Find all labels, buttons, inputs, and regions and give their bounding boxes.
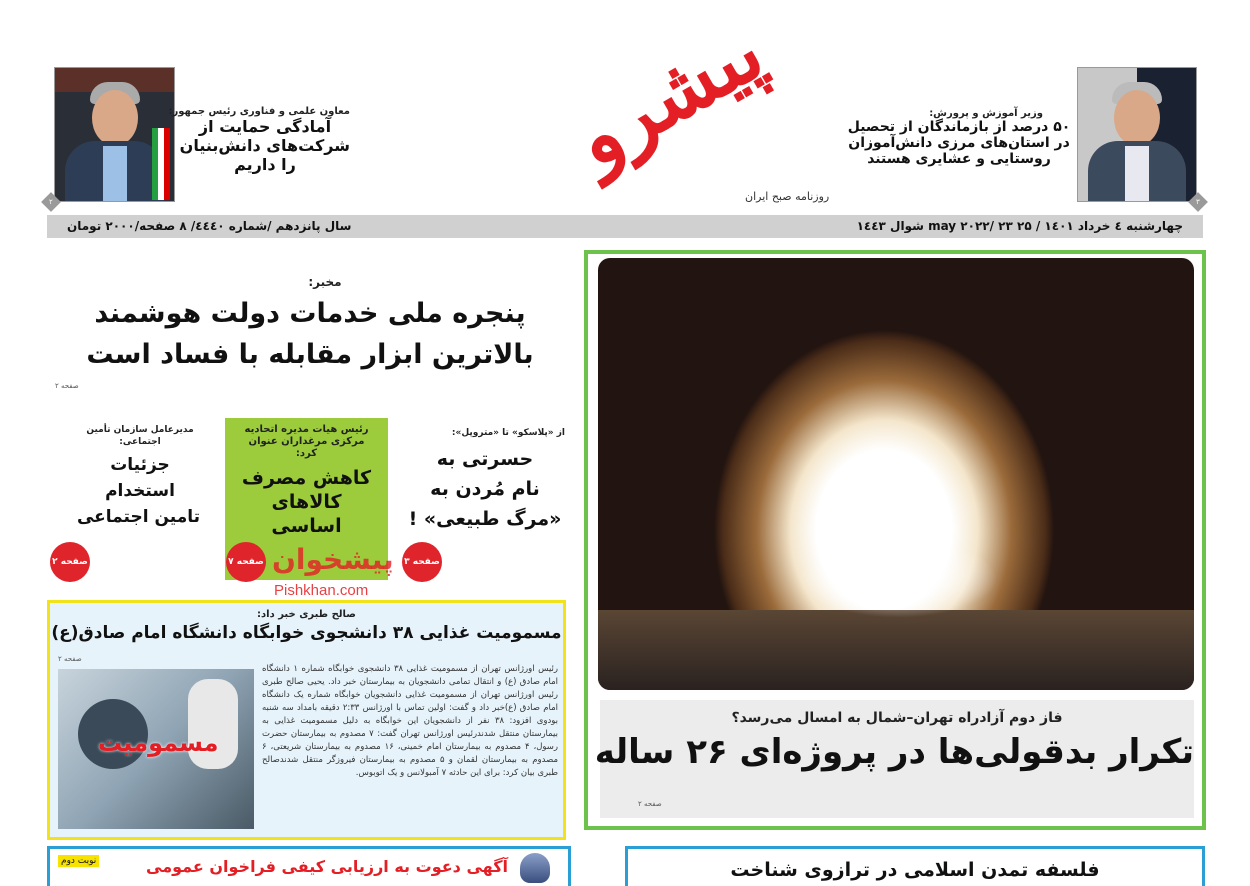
headline: تکرار بدقولی‌ها در پروژه‌ای ۲۶ ساله bbox=[594, 732, 1194, 772]
kicker: مخبر: bbox=[308, 275, 342, 289]
page-ref: صفحه ۲ bbox=[638, 800, 662, 808]
top-left-teaser[interactable] bbox=[168, 106, 350, 174]
kicker: مدیرعامل سازمان تأمین اجتماعی: bbox=[86, 425, 194, 447]
page-badge[interactable]: صفحه ۲ bbox=[50, 542, 90, 582]
kicker: از «پلاسکو» تا «متروپل»: bbox=[451, 428, 565, 438]
poisoning-photo bbox=[58, 669, 254, 829]
flag bbox=[152, 128, 170, 200]
ad-box[interactable] bbox=[47, 846, 571, 886]
top-right-teaser[interactable] bbox=[845, 108, 1073, 167]
page-badge: ۲ bbox=[41, 192, 61, 212]
headline-line: ۵۰ درصد از بازماندگان از تحصیل bbox=[847, 119, 1071, 135]
emblem-icon bbox=[520, 853, 550, 883]
headline-line: جزئیات bbox=[110, 455, 170, 475]
kicker: فاز دوم آزادراه تهران–شمال به امسال می‌رسد؟ bbox=[731, 710, 1063, 726]
tunnel-photo bbox=[598, 258, 1194, 690]
headline-line: کالاهای bbox=[271, 491, 342, 513]
logo-text: پیشرو bbox=[557, 4, 779, 186]
main-story[interactable] bbox=[584, 250, 1206, 830]
portrait-photo-left bbox=[54, 67, 175, 202]
headline-line: آمادگی حمایت از bbox=[198, 117, 332, 136]
ad-tag: نوبت دوم bbox=[58, 855, 99, 867]
masthead-logo[interactable] bbox=[530, 0, 830, 210]
feature-title: فلسفه تمدن اسلامی در ترازوی شناخت bbox=[730, 859, 1100, 881]
date-bar bbox=[47, 215, 1203, 238]
feature-box[interactable] bbox=[625, 846, 1205, 886]
article-body: رئیس اورژانس تهران از مسمومیت غذایی ۳۸ دانشجوی خوابگاه شماره ۱ دانشگاه امام صادق (ع) و انتقال تمامی دانشجویان به بیمارستان خبر داد. یحیی صالح طبری رئیس اورژانس تهران از مسمومیت غذایی دانشجویان خوابگاه شماره یک دانشگاه امام صادق (ع)خبر داد و گفت: اولین تماس با اورژانس ۲:۳۳ دقیقه بامداد سه شنبه بودوی افزود: ۳۸ نفر از دانشجویان این خوابگاه به دلیل مسمومیت غذایی به بیمارستان منتقل شدندرئیس اورژانس تهران گفت: ۷ مصدوم به بیمارستان حضرت رسول، ۴ مصدوم به بیمارستان امام خمینی، ۱۶ مصدوم به بیمارستان شریعتی، ۶ مصدوم به بیمارستان لقمان و ۵ مصدوم به بیمارستان فیروزگر منتقل شدندصالح طبری بیان کرد: برای این حادثه ۷ آمبولانس و یک اتوبوس. bbox=[262, 664, 559, 778]
headline-line: پنجره ملی خدمات دولت هوشمند bbox=[94, 298, 526, 329]
headline-line: شرکت‌های دانش‌بنیان bbox=[179, 136, 350, 155]
page-badge[interactable]: صفحه ۷ bbox=[226, 542, 266, 582]
page-badge: ۳ bbox=[1188, 192, 1208, 212]
kicker: وزیر آموزش و پرورش: bbox=[929, 108, 1043, 119]
headline-line: روستایی و عشایری هستند bbox=[867, 151, 1051, 167]
portrait-photo-right bbox=[1077, 67, 1197, 202]
date-text: چهارشنبه ٤ خرداد ۱٤۰۱ / ۲۵ may ۲۰۲۲/ ۲۳ شوال ۱٤٤۳ bbox=[856, 219, 1183, 233]
kicker: رئیس هیات مدیره اتحادیه مرکزی مرغداران عنوان کرد: bbox=[244, 424, 369, 459]
kicker: صالح طبری خبر داد: bbox=[257, 609, 356, 620]
page-ref: صفحه ۲ bbox=[55, 382, 79, 390]
watermark-text: پیشخوان bbox=[272, 543, 394, 576]
headline-line: کاهش مصرف bbox=[241, 467, 372, 489]
issue-info: سال پانزدهم /شماره ٤٤٤۰/ ۸ صفحه/۲۰۰۰ تومان bbox=[67, 219, 352, 233]
lead-story-left[interactable] bbox=[60, 275, 560, 375]
headline-line: را داریم bbox=[234, 155, 296, 174]
main-caption bbox=[594, 700, 1194, 818]
watermark-url: Pishkhan.com bbox=[274, 582, 369, 599]
headline-line: اساسی bbox=[271, 515, 342, 537]
poisoning-story[interactable] bbox=[47, 600, 566, 840]
logo-tagline: روزنامه صبح ایران bbox=[745, 190, 830, 203]
kicker: معاون علمی و فناوری رئیس جمهور: bbox=[168, 106, 350, 117]
teaser-social-security[interactable] bbox=[76, 424, 200, 530]
headline-line: تامین اجتماعی bbox=[76, 507, 200, 527]
headline-line: بالاترین ابزار مقابله با فساد است bbox=[86, 339, 534, 370]
headline-line: در استان‌های مرزی دانش‌آموزان bbox=[848, 135, 1070, 151]
headline: مسمومیت غذایی ۳۸ دانشجوی خوابگاه دانشگاه امام صادق(ع) bbox=[51, 623, 562, 643]
headline-line: «مرگ طبیعی» ! bbox=[408, 508, 562, 530]
page-badge[interactable]: صفحه ۳ bbox=[402, 542, 442, 582]
headline-line: نام مُردن به bbox=[430, 478, 540, 500]
ad-title: آگهی دعوت به ارزیابی کیفی فراخوان عمومی bbox=[146, 857, 508, 876]
image-label: مسمومیت bbox=[98, 729, 219, 757]
headline-line: حسرتی به bbox=[436, 448, 534, 470]
headline-line: استخدام bbox=[105, 481, 175, 501]
teaser-plasco[interactable] bbox=[405, 428, 565, 534]
page-ref: صفحه ۲ bbox=[58, 655, 82, 663]
